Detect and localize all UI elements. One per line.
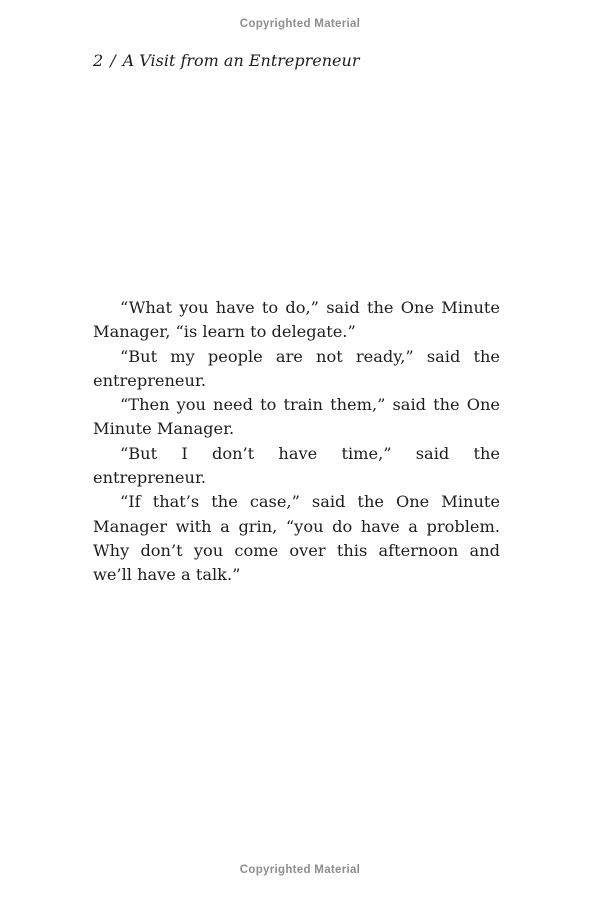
copyright-notice-bottom: Copyrighted Material	[239, 864, 361, 876]
chapter-title: A Visit from an Entrepreneur	[122, 51, 360, 70]
paragraph: “If that’s the case,” said the One Minute Manager with a grin, “you do have a problem. Why don’t you come over this afternoon and we’ll have a talk.”	[93, 492, 500, 585]
paragraph: “But my people are not ready,” said the entrepreneur.	[93, 346, 500, 390]
page-number: 2	[93, 51, 104, 70]
paragraph: “But I don’t have time,” said the entrepreneur.	[93, 443, 500, 488]
paragraph: “What you have to do,” said the One Minute Manager, “is learn to delegate.”	[93, 298, 500, 342]
copyright-notice-top: Copyrighted Material	[239, 18, 361, 30]
header-separator: /	[110, 51, 116, 70]
page-body	[93, 296, 500, 588]
running-header	[93, 51, 359, 70]
paragraph: “Then you need to train them,” said the One Minute Manager.	[93, 395, 500, 439]
